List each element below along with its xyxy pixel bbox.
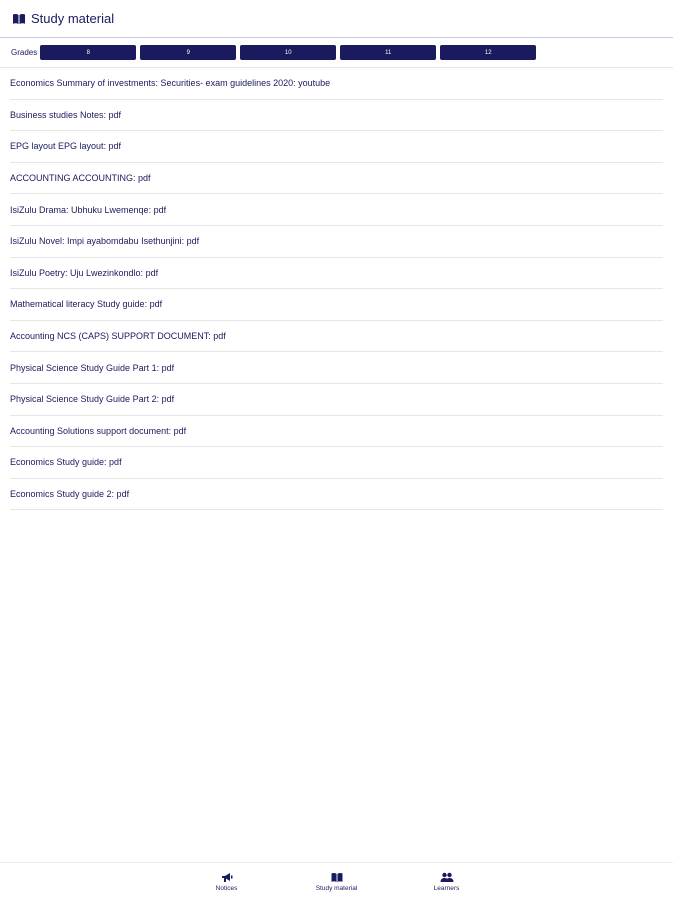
list-item[interactable]: IsiZulu Drama: Ubhuku Lwemenqe: pdf: [10, 194, 663, 226]
grades-label: Grades: [11, 48, 38, 57]
book-icon: [330, 872, 344, 883]
nav-label: Learners: [433, 884, 460, 892]
nav-item-learners[interactable]: [392, 872, 502, 892]
list-item[interactable]: Accounting Solutions support document: pdf: [10, 416, 663, 448]
list-item[interactable]: Physical Science Study Guide Part 1: pdf: [10, 352, 663, 384]
megaphone-icon: [221, 872, 233, 883]
list-item[interactable]: IsiZulu Poetry: Uju Lwezinkondlo: pdf: [10, 258, 663, 290]
study-material-list: [10, 68, 663, 510]
list-item[interactable]: Mathematical literacy Study guide: pdf: [10, 289, 663, 321]
grade-button-11[interactable]: 11: [340, 45, 436, 60]
nav-label: Study material: [315, 884, 358, 892]
list-item[interactable]: Business studies Notes: pdf: [10, 100, 663, 132]
list-item[interactable]: EPG layout EPG layout: pdf: [10, 131, 663, 163]
grade-button-10[interactable]: 10: [240, 45, 336, 60]
grades-filter: [0, 38, 673, 68]
app-header: [0, 0, 673, 38]
people-icon: [440, 872, 454, 883]
grade-button-12[interactable]: 12: [440, 45, 536, 60]
list-item[interactable]: ACCOUNTING ACCOUNTING: pdf: [10, 163, 663, 195]
nav-item-notices[interactable]: [172, 872, 282, 892]
book-icon: [12, 13, 26, 25]
nav-label: Notices: [215, 884, 238, 892]
nav-item-study-material[interactable]: [282, 872, 392, 892]
grade-button-9[interactable]: 9: [140, 45, 236, 60]
list-item[interactable]: Economics Summary of investments: Securities- exam guidelines 2020: youtube: [10, 68, 663, 100]
list-item[interactable]: Physical Science Study Guide Part 2: pdf: [10, 384, 663, 416]
page-title: Study material: [31, 11, 115, 26]
bottom-navigation: [0, 862, 673, 900]
list-item[interactable]: Accounting NCS (CAPS) SUPPORT DOCUMENT: pdf: [10, 321, 663, 353]
grade-button-8[interactable]: 8: [40, 45, 136, 60]
list-item[interactable]: IsiZulu Novel: Impi ayabomdabu Isethunjini: pdf: [10, 226, 663, 258]
list-item[interactable]: Economics Study guide: pdf: [10, 447, 663, 479]
list-item[interactable]: Economics Study guide 2: pdf: [10, 479, 663, 511]
